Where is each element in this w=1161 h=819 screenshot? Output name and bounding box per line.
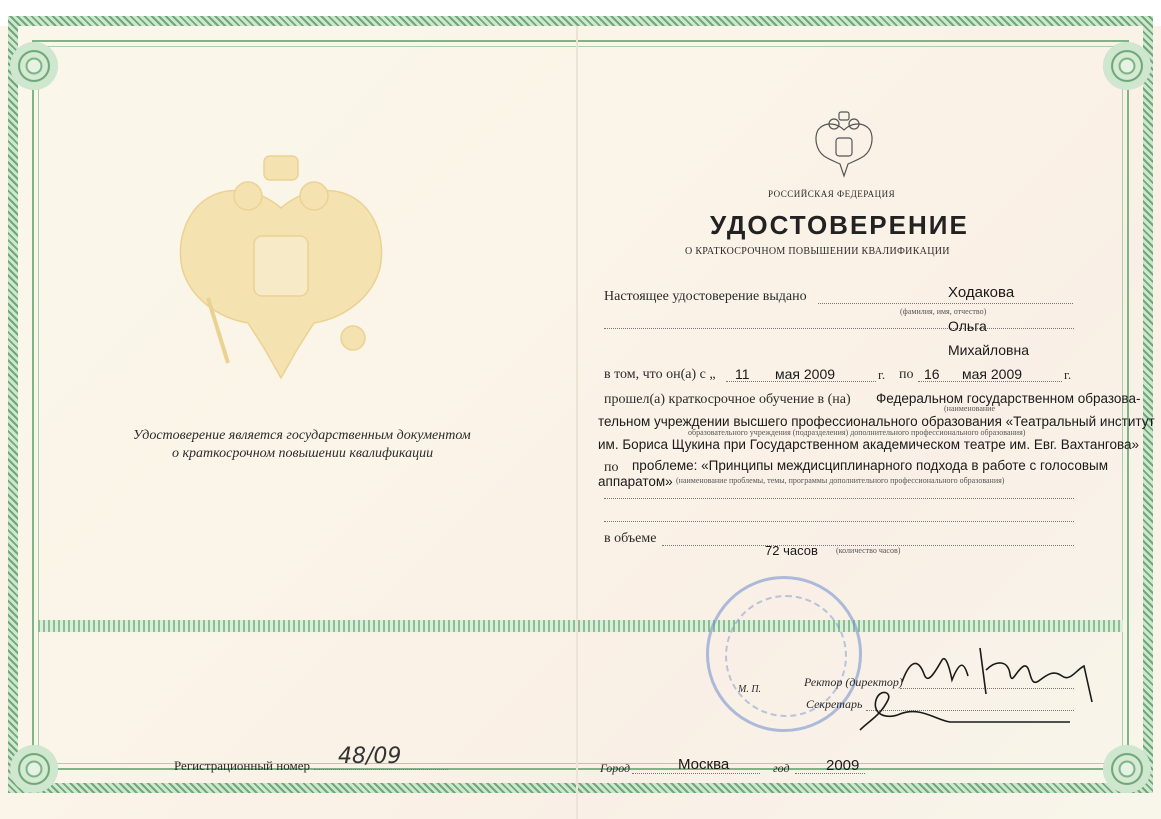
recipient-surname: Ходакова: [948, 284, 1015, 301]
coat-of-arms-icon: [812, 110, 876, 182]
year-suffix-1: г.: [878, 367, 886, 382]
institution-hint-2: образовательного учреждения (подразделения) дополнительного профессионального образования): [688, 428, 1026, 437]
city-value: Москва: [678, 756, 730, 773]
start-month-year: мая 2009: [775, 366, 836, 382]
topic-line-dots-1: [604, 498, 1074, 499]
year-label: год: [773, 761, 790, 775]
volume-label: в объеме: [604, 531, 657, 546]
end-day: 16: [924, 366, 940, 382]
rector-label: Ректор (директор): [804, 675, 903, 689]
topic-line-2: аппаратом»: [598, 474, 673, 489]
secretary-label: Секретарь: [806, 697, 863, 711]
issued-to-label: Настоящее удостоверение выдано: [604, 289, 807, 304]
topic-label: по: [604, 460, 619, 475]
year-suffix-2: г.: [1064, 367, 1072, 382]
fio-line-2: [604, 328, 1074, 329]
document-subtitle: О КРАТКОСРОЧНОМ ПОВЫШЕНИИ КВАЛИФИКАЦИИ: [685, 246, 950, 257]
training-label: прошел(а) краткосрочное обучение в (на): [604, 392, 851, 407]
city-line: [632, 773, 760, 774]
recipient-name: Ольга: [948, 318, 987, 334]
corner-rosette-icon: [1103, 42, 1151, 90]
seal-place-label: М. П.: [738, 684, 762, 695]
start-day: 11: [735, 366, 750, 382]
reg-number-line: [314, 769, 448, 770]
to-label: по: [899, 367, 914, 382]
corner-rosette-icon: [1103, 745, 1151, 793]
statement-line-1: Удостоверение является государственным документом: [133, 428, 471, 443]
volume-hint: (количество часов): [836, 546, 901, 555]
statement-line-2: о краткосрочном повышении квалификации: [172, 446, 434, 461]
end-month-year: мая 2009: [962, 366, 1023, 382]
topic-hint: (наименование проблемы, темы, программы дополнительного профессионального образования): [676, 476, 1005, 485]
volume-hours: 72 часов: [765, 543, 818, 558]
reg-number-label: Регистрационный номер: [174, 758, 310, 773]
fio-hint: (фамилия, имя, отчество): [900, 307, 987, 316]
year-value: 2009: [826, 757, 860, 774]
topic-line-dots-2: [604, 521, 1074, 522]
recipient-patronymic: Михайловна: [948, 342, 1029, 358]
page-fold: [576, 26, 578, 819]
city-label: Город: [600, 761, 631, 775]
document-title: УДОСТОВЕРЕНИЕ: [710, 210, 969, 240]
country-caption: РОССИЙСКАЯ ФЕДЕРАЦИЯ: [768, 189, 896, 199]
topic-line-1: проблеме: «Принципы междисциплинарного подхода в работе с голосовым: [632, 458, 1109, 473]
handwritten-signatures-icon: [840, 630, 1120, 740]
institution-line-3: им. Бориса Щукина при Государственном академическом театре им. Евг. Вахтангова»: [598, 437, 1140, 452]
corner-rosette-icon: [10, 745, 58, 793]
period-label: в том, что он(а) с „: [604, 367, 716, 382]
institution-line-2: тельном учреждении высшего профессионального образования «Театральный институт: [598, 414, 1155, 429]
institution-hint-1: (наименование: [944, 404, 996, 413]
institution-line-1: Федеральном государственном образова-: [876, 391, 1141, 406]
reg-number-value: 48/09: [338, 744, 402, 769]
fio-line-1: [818, 303, 1073, 304]
double-headed-eagle-watermark-icon: [168, 148, 394, 384]
corner-rosette-icon: [10, 42, 58, 90]
